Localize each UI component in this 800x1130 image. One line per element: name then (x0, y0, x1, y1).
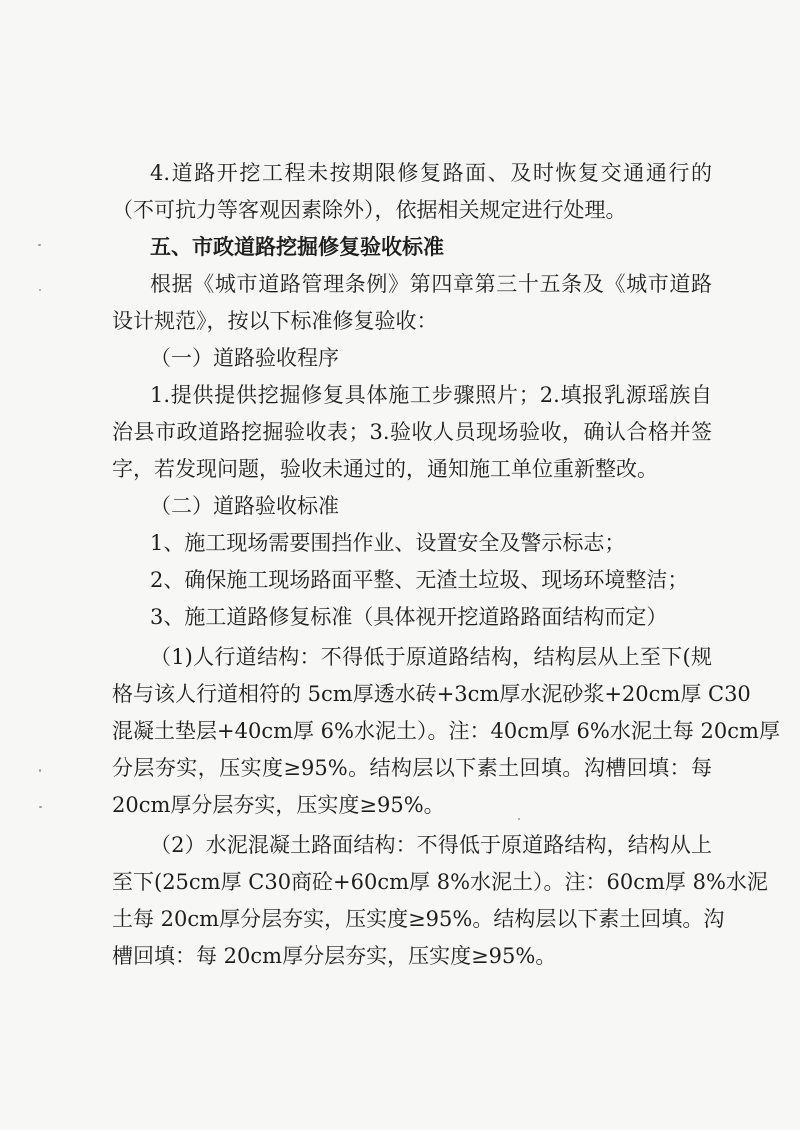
section-heading: 五、市政道路挖掘修复验收标准 (150, 235, 444, 259)
text-line: 字，若发现问题，验收未通过的，通知施工单位重新整改。 (112, 457, 658, 481)
scan-speck (39, 289, 41, 291)
scan-speck (38, 244, 41, 246)
text-line: 混凝土垫层+40cm厚 6%水泥土）。注：40cm厚 6%水泥土每 20cm厚 (112, 719, 780, 743)
list-item: 1、施工现场需要围挡作业、设置安全及警示标志； (150, 531, 626, 555)
text-line: （2）水泥混凝土路面结构：不得低于原道路结构，结构从上 (150, 833, 712, 857)
text-line: （不可抗力等客观因素除外），依据相关规定进行处理。 (112, 198, 627, 222)
text-line: （1)人行道结构：不得低于原道路结构，结构层从上至下(规 (150, 645, 712, 669)
text-line: 槽回填：每 20cm厚分层夯实，压实度≥95%。 (112, 944, 557, 968)
list-item: 3、施工道路修复标准（具体视开挖道路路面结构而定） (150, 605, 668, 629)
text-line: 治县市政道路挖掘验收表；3.验收人员现场验收，确认合格并签 (112, 420, 712, 444)
text-line: 格与该人行道相符的 5cm厚透水砖+3cm厚水泥砂浆+20cm厚 C30 (112, 682, 751, 706)
list-item: 2、确保施工现场路面平整、无渣土垃圾、现场环境整洁； (150, 568, 689, 592)
text-line: 土每 20cm厚分层夯实，压实度≥95%。结构层以下素土回填。沟 (112, 907, 725, 931)
scan-speck (518, 818, 520, 820)
text-line: 设计规范》，按以下标准修复验收： (112, 309, 438, 333)
subsection-heading: （一）道路验收程序 (150, 346, 339, 370)
subsection-heading: （二）道路验收标准 (150, 494, 339, 518)
text-line: 至下(25cm厚 C30商砼+60cm厚 8%水泥土）。注：60cm厚 8%水泥 (112, 870, 768, 894)
text-line: 4.道路开挖工程未按期限修复路面、及时恢复交通通行的 (150, 161, 712, 185)
text-line: 20cm厚分层夯实，压实度≥95%。 (112, 793, 445, 817)
text-line: 根据《城市道路管理条例》第四章第三十五条及《城市道路 (150, 272, 712, 296)
scan-speck (39, 806, 42, 808)
scan-speck (39, 769, 41, 772)
text-line: 分层夯实，压实度≥95%。结构层以下素土回填。沟槽回填：每 (112, 756, 712, 780)
text-line: 1.提供提供挖掘修复具体施工步骤照片；2.填报乳源瑶族自 (150, 383, 712, 407)
